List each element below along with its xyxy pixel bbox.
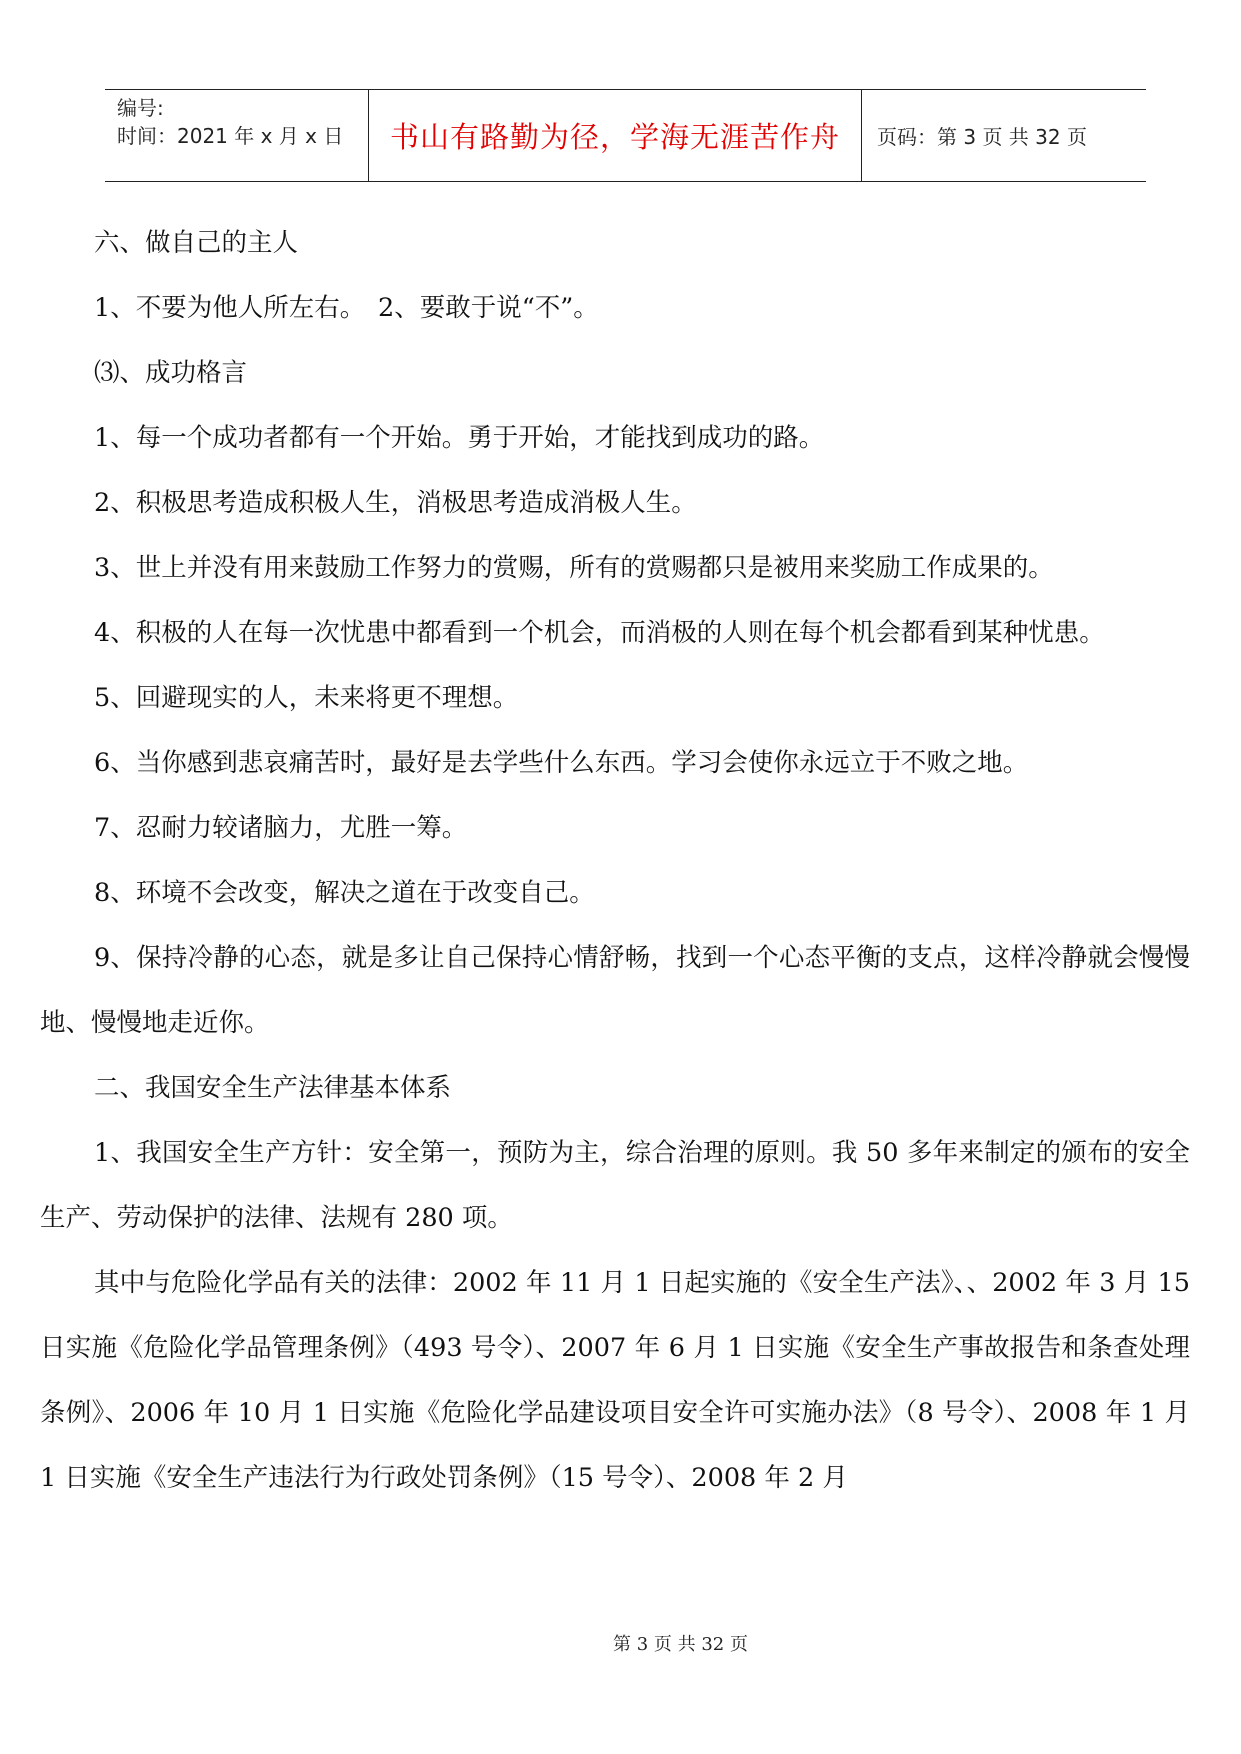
body-paragraph: 1、每一个成功者都有一个开始。勇于开始，才能找到成功的路。: [94, 423, 825, 453]
body-paragraph: 5、回避现实的人，未来将更不理想。: [94, 683, 519, 713]
section-heading: ⑶、成功格言: [94, 358, 248, 388]
section-heading: 二、我国安全生产法律基本体系: [94, 1073, 452, 1103]
header-divider: [861, 90, 862, 181]
body-paragraph: 1、不要为他人所左右。 2、要敢于说“不”。: [94, 293, 599, 323]
body-paragraph: 4、积极的人在每一次忧患中都看到一个机会，而消极的人则在每个机会都看到某种忧患。: [94, 618, 1105, 648]
body-paragraph: 9、保持冷静的心态，就是多让自己保持心情舒畅，找到一个心态平衡的支点，这样冷静就会慢慢地、慢慢地走近你。: [40, 943, 1190, 1038]
body-paragraph: 7、忍耐力较诸脑力，尤胜一筹。: [94, 813, 468, 843]
document-number-label: 编号:: [117, 96, 164, 120]
body-paragraph: 6、当你感到悲哀痛苦时，最好是去学些什么东西。学习会使你永远立于不败之地。: [94, 748, 1029, 778]
body-paragraph: 3、世上并没有用来鼓励工作努力的赏赐，所有的赏赐都只是被用来奖励工作成果的。: [94, 553, 1054, 583]
document-time-label: 时间：2021 年 x 月 x 日: [117, 124, 344, 148]
body-paragraph: 1、我国安全生产方针：安全第一，预防为主，综合治理的原则。我 50 多年来制定的颁布的安全生产、劳动保护的法律、法规有 280 项。: [40, 1138, 1190, 1233]
body-paragraph: 其中与危险化学品有关的法律：2002 年 11 月 1 日起实施的《安全生产法》、、2002 年 3 月 15 日实施《危险化学品管理条例》（493 号令）、2007 年 6 月 1 日实施《安全生产事故报告和条查处理条例》、2006 年 10 月 1 日实施《危险化学品建设项目安全许可实施办法》（8 号令）、2008 年 1 月 1 日实施《安全生产违法行为行政处罚条例》（15 号令）、2008 年 2 月: [40, 1268, 1190, 1493]
page-footer: 第 3 页 共 32 页: [613, 1634, 748, 1655]
document-header: [105, 89, 1146, 182]
header-meta: [117, 94, 367, 150]
body-paragraph: 2、积极思考造成积极人生，消极思考造成消极人生。: [94, 488, 697, 518]
header-motto: 书山有路勤为径，学海无涯苦作舟: [389, 120, 840, 154]
body-paragraph: 8、环境不会改变，解决之道在于改变自己。: [94, 878, 595, 908]
section-heading: 六、做自己的主人: [94, 228, 299, 258]
header-divider: [368, 90, 369, 181]
header-page-info: 页码：第 3 页 共 32 页: [877, 125, 1087, 149]
document-body: [40, 211, 1190, 1511]
